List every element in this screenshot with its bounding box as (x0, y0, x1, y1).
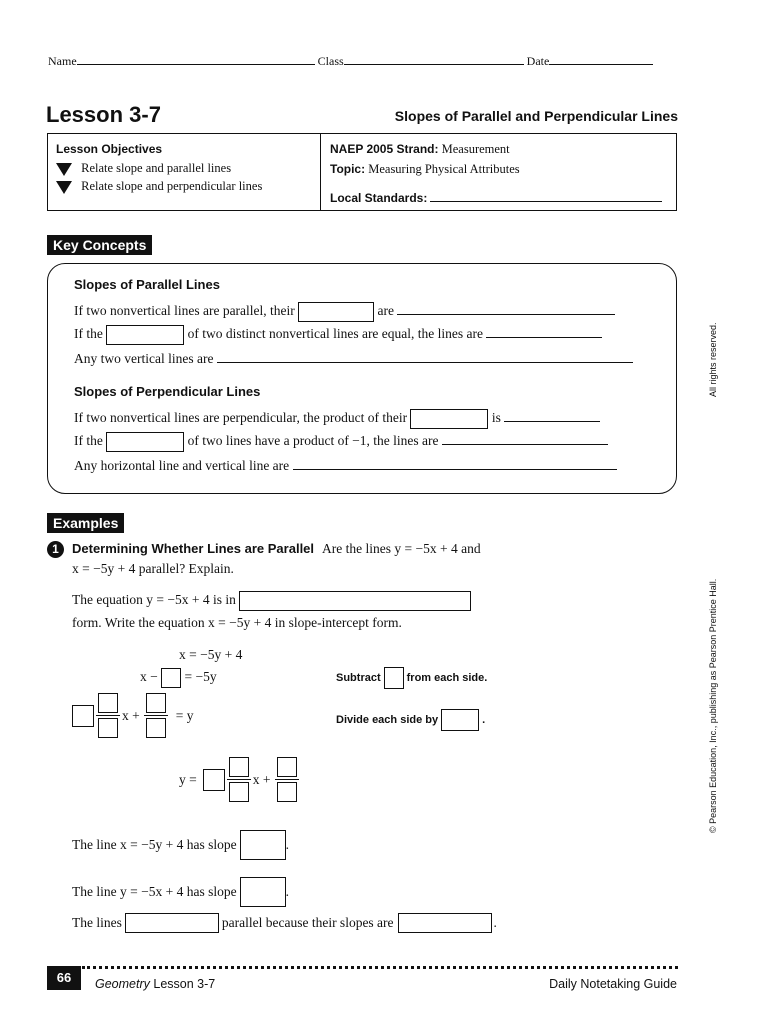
date-field[interactable] (549, 52, 653, 65)
numerator-box[interactable] (229, 757, 249, 777)
copyright-notice: © Pearson Education, Inc., publishing as Pearson Prentice Hall. (708, 578, 718, 833)
denominator-box[interactable] (277, 782, 297, 802)
equation-1: x = −5y + 4 (179, 647, 243, 662)
perpendicular-heading: Slopes of Perpendicular Lines (74, 384, 261, 399)
class-label: Class (317, 54, 344, 68)
blank-line[interactable] (486, 325, 602, 338)
page-number: 66 (47, 966, 81, 990)
numerator-box[interactable] (277, 757, 297, 777)
blank-box[interactable] (203, 769, 225, 791)
blank-line[interactable] (217, 350, 633, 363)
blank-line[interactable] (397, 302, 615, 315)
equation-4: y = x + (179, 757, 301, 802)
fraction (96, 693, 120, 738)
blank-box[interactable] (441, 709, 479, 731)
name-label: Name (48, 54, 77, 68)
blank-box[interactable] (72, 705, 94, 727)
blank-box[interactable] (384, 667, 404, 689)
header-row (48, 52, 678, 69)
statement-2: form. Write the equation x = −5y + 4 in slope-intercept form. (72, 615, 402, 630)
denominator-box[interactable] (98, 718, 118, 738)
local-standards-field[interactable] (430, 189, 662, 202)
blank-box[interactable] (240, 877, 286, 907)
objectives-table (47, 133, 677, 211)
numerator-box[interactable] (98, 693, 118, 713)
equation-2: x − = −5y (140, 668, 217, 688)
naep-topic: Topic: Measuring Physical Attributes (330, 162, 520, 176)
blank-box[interactable] (106, 432, 184, 452)
blank-box[interactable] (298, 302, 374, 322)
equation-3: x + = y (72, 693, 194, 738)
fraction (144, 693, 168, 738)
objective-item: Relate slope and perpendicular lines (56, 179, 262, 194)
fraction (227, 757, 251, 802)
objective-item: Relate slope and parallel lines (56, 161, 231, 176)
class-field[interactable] (344, 52, 524, 65)
example-1-heading: 1 Determining Whether Lines are Parallel Are the lines y = −5x + 4 and (47, 540, 481, 558)
blank-line[interactable] (442, 432, 608, 445)
subtract-note: Subtract from each side. (336, 667, 487, 689)
divide-note: Divide each side by . (336, 709, 485, 731)
rights-notice: All rights reserved. (708, 322, 718, 397)
example-title: Determining Whether Lines are Parallel (72, 541, 315, 556)
parallel-heading: Slopes of Parallel Lines (74, 277, 220, 292)
blank-box[interactable] (161, 668, 181, 688)
examples-tab: Examples (47, 513, 124, 533)
blank-box[interactable] (398, 913, 492, 933)
key-concepts-tab: Key Concepts (47, 235, 152, 255)
parallel-line-1: If two nonvertical lines are parallel, their are (74, 302, 615, 322)
footer-book: Geometry Lesson 3-7 (95, 977, 216, 991)
conclusion-statement: The lines parallel because their slopes are . (72, 913, 497, 933)
denominator-box[interactable] (229, 782, 249, 802)
numerator-box[interactable] (146, 693, 166, 713)
name-field[interactable] (77, 52, 315, 65)
parallel-line-2: If the of two distinct nonvertical lines are equal, the lines are (74, 325, 602, 345)
blank-box[interactable] (125, 913, 219, 933)
blank-line[interactable] (293, 457, 617, 470)
objectives-heading: Lesson Objectives (56, 142, 163, 156)
slope-statement-2: The line y = −5x + 4 has slope . (72, 877, 289, 907)
example-question-cont: x = −5y + 4 parallel? Explain. (72, 561, 234, 576)
date-label: Date (526, 54, 550, 68)
perpendicular-line-2: If the of two lines have a product of −1, the lines are (74, 432, 608, 452)
perpendicular-line-1: If two nonvertical lines are perpendicular, the product of their is (74, 409, 600, 429)
blank-box[interactable] (240, 830, 286, 860)
lesson-title: Slopes of Parallel and Perpendicular Lines (394, 108, 678, 124)
fraction (275, 757, 299, 802)
objective-1-badge-icon (56, 163, 72, 176)
example-number-badge: 1 (47, 541, 64, 558)
objective-2-badge-icon (56, 181, 72, 194)
blank-box[interactable] (410, 409, 488, 429)
blank-box[interactable] (106, 325, 184, 345)
footer-dotted-rule (82, 966, 678, 969)
denominator-box[interactable] (146, 718, 166, 738)
lesson-number: Lesson 3-7 (46, 102, 161, 127)
statement-1: The equation y = −5x + 4 is in (72, 591, 471, 611)
blank-box[interactable] (239, 591, 471, 611)
parallel-line-3: Any two vertical lines are (74, 350, 633, 367)
naep-strand: NAEP 2005 Strand: Measurement (330, 142, 510, 156)
perpendicular-line-3: Any horizontal line and vertical line are (74, 457, 617, 474)
slope-statement-1: The line x = −5y + 4 has slope . (72, 830, 289, 860)
local-standards: Local Standards: (330, 189, 662, 206)
blank-line[interactable] (504, 409, 600, 422)
key-concepts-box (47, 263, 677, 494)
footer-guide: Daily Notetaking Guide (549, 977, 677, 991)
table-divider (320, 134, 321, 210)
